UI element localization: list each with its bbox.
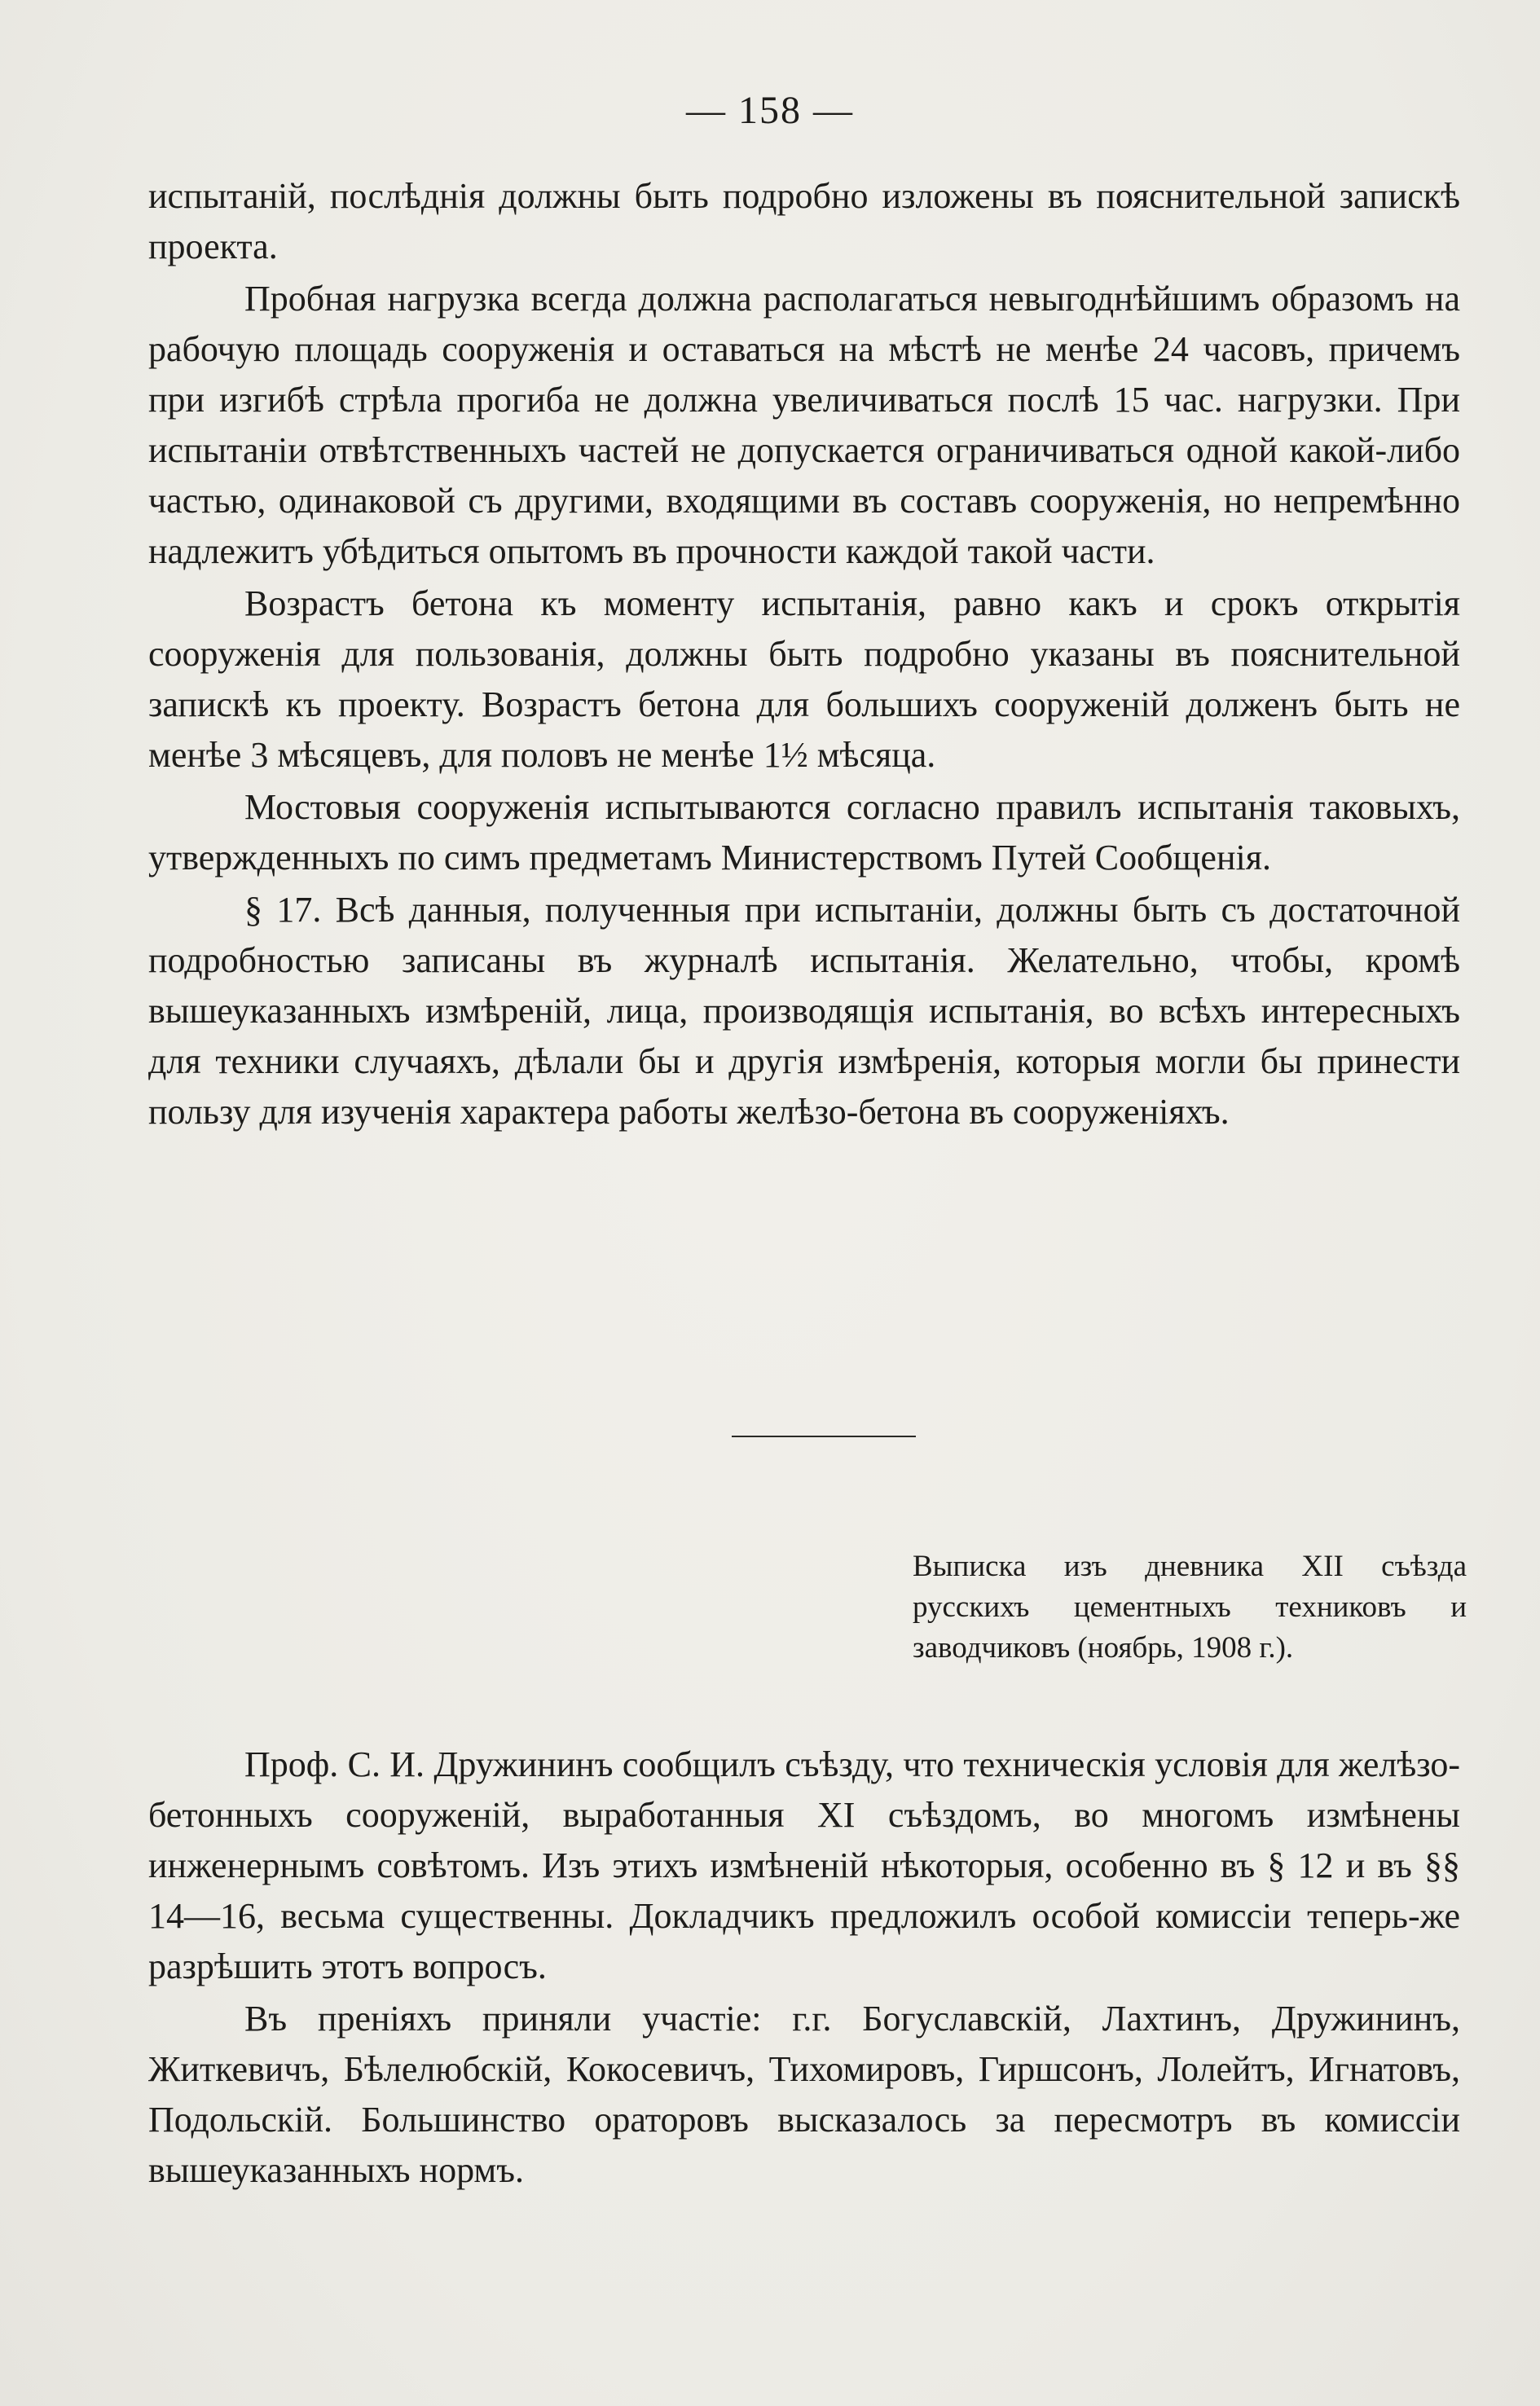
page-number: — 158 —	[686, 89, 854, 132]
paragraph: Проф. С. И. Дружининъ сообщилъ съѣзду, что техническія условія для желѣзо-бетонныхъ сооруженій, выработанныя XI съѣздомъ, во многомъ измѣнены инженернымъ совѣтомъ. Изъ этихъ измѣненій нѣкоторыя, особенно въ § 12 и въ §§ 14—16, весьма существенны. Докладчикъ предложилъ особой комиссіи теперь-же разрѣшить этотъ вопросъ.	[148, 1744, 1460, 1986]
paragraph: Въ преніяхъ приняли участіе: г.г. Богуславскій, Лахтинъ, Дружининъ, Житкевичъ, Бѣлелюбскій, Кокосевичъ, Тихомировъ, Гиршсонъ, Лолейтъ, Игнатовъ, Подольскій. Большинство ораторовъ высказалось за пересмотръ въ комиссіи вышеуказанныхъ нормъ.	[148, 1999, 1460, 2190]
text-section-top	[148, 171, 1460, 1139]
section-divider	[732, 1436, 916, 1437]
citation-text: Выписка изъ дневника XII съѣзда русскихъ цементныхъ техниковъ и заводчиковъ (ноябрь, 1908 г.).	[913, 1550, 1467, 1665]
citation-note	[913, 1546, 1467, 1669]
paragraph-section-17: § 17. Всѣ данныя, полученныя при испытаніи, должны быть съ достаточной подробностью записаны въ журналѣ испытанія. Желательно, чтобы, кромѣ вышеуказанныхъ измѣреній, лица, производящія испытанія, во всѣхъ интересныхъ для техники случаяхъ, дѣлали бы и другія измѣренія, которыя могли бы принести пользу для изученія характера работы желѣзо-бетона въ сооруженіяхъ.	[148, 890, 1460, 1132]
paragraph: Пробная нагрузка всегда должна располагаться невыгоднѣйшимъ образомъ на рабочую площадь сооруженія и оставаться на мѣстѣ не менѣе 24 часовъ, причемъ при изгибѣ стрѣла прогиба не должна увеличиваться послѣ 15 час. нагрузки. При испытаніи отвѣтственныхъ частей не допускается ограничиваться одной какой-либо частью, одинаковой съ другими, входящими въ составъ сооруженія, но непремѣнно надлежитъ убѣдиться опытомъ въ прочности каждой такой части.	[148, 279, 1460, 571]
paragraph: Возрастъ бетона къ моменту испытанія, равно какъ и срокъ открытія сооруженія для пользованія, должны быть подробно указаны въ пояснительной запискѣ къ проекту. Возрастъ бетона для большихъ сооруженій долженъ быть не менѣе 3 мѣсяцевъ, для половъ не менѣе 1½ мѣсяца.	[148, 583, 1460, 775]
text-section-bottom	[148, 1740, 1460, 2197]
paragraph: Мостовыя сооруженія испытываются согласно правилъ испытанія таковыхъ, утвержденныхъ по симъ предметамъ Министерствомъ Путей Сообщенія.	[148, 787, 1460, 878]
paragraph: испытаній, послѣднія должны быть подробно изложены въ пояснительной запискѣ проекта.	[148, 176, 1460, 266]
